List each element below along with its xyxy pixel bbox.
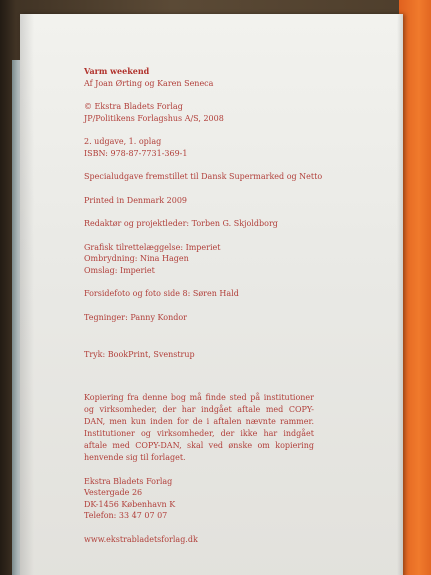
book-title: Varm weekend	[84, 66, 150, 76]
drawings-line: Tegninger: Panny Kondor	[84, 312, 188, 322]
editor-line: Redaktør og projektleder: Torben G. Skjoldborg	[84, 219, 278, 228]
special-edition-line: Specialudgave fremstillet til Dansk Supermarked og Netto	[84, 172, 323, 181]
edition-line: 2. udgave, 1. oplag	[84, 137, 162, 146]
design-line: Grafisk tilrettelæggelse: Imperiet	[84, 242, 221, 252]
address-phone: Telefon: 33 47 07 07	[84, 511, 168, 520]
copying-notice: Kopiering fra denne bog må finde sted på institutioner og virksomheder, der har indgået aftale med COPY-DAN, men kun inden for de i aftalen nævnte rammer. Institutioner og virksomheder, der ikke har indgået aftale med COPY-DAN, skal ved ønske om kopiering henvende sig til forlaget.	[84, 392, 314, 462]
address-city: DK-1456 København K	[84, 499, 176, 509]
photo-line: Forsidefoto og foto side 8: Søren Hald	[84, 289, 239, 298]
address-street: Vestergade 26	[84, 488, 143, 497]
orange-cover-edge	[399, 0, 431, 575]
colophon	[84, 66, 384, 545]
publisher-line: JP/Politikens Forlagshus A/S, 2008	[84, 113, 224, 123]
isbn-line: ISBN: 978-87-7731-369-1	[84, 148, 188, 158]
website-line: www.ekstrabladetsforlag.dk	[84, 534, 198, 544]
book-authors: Af Joan Ørting og Karen Seneca	[84, 78, 214, 88]
layout-line: Ombrydning: Nina Hagen	[84, 254, 189, 263]
cover-line: Omslag: Imperiet	[84, 265, 155, 275]
printed-line: Printed in Denmark 2009	[84, 195, 188, 205]
page-edge-shadow	[397, 14, 403, 575]
book-page	[20, 14, 403, 575]
address-name: Ekstra Bladets Forlag	[84, 476, 173, 486]
print-line: Tryk: BookPrint, Svenstrup	[84, 350, 195, 359]
copyright-line: © Ekstra Bladets Forlag	[84, 102, 183, 111]
